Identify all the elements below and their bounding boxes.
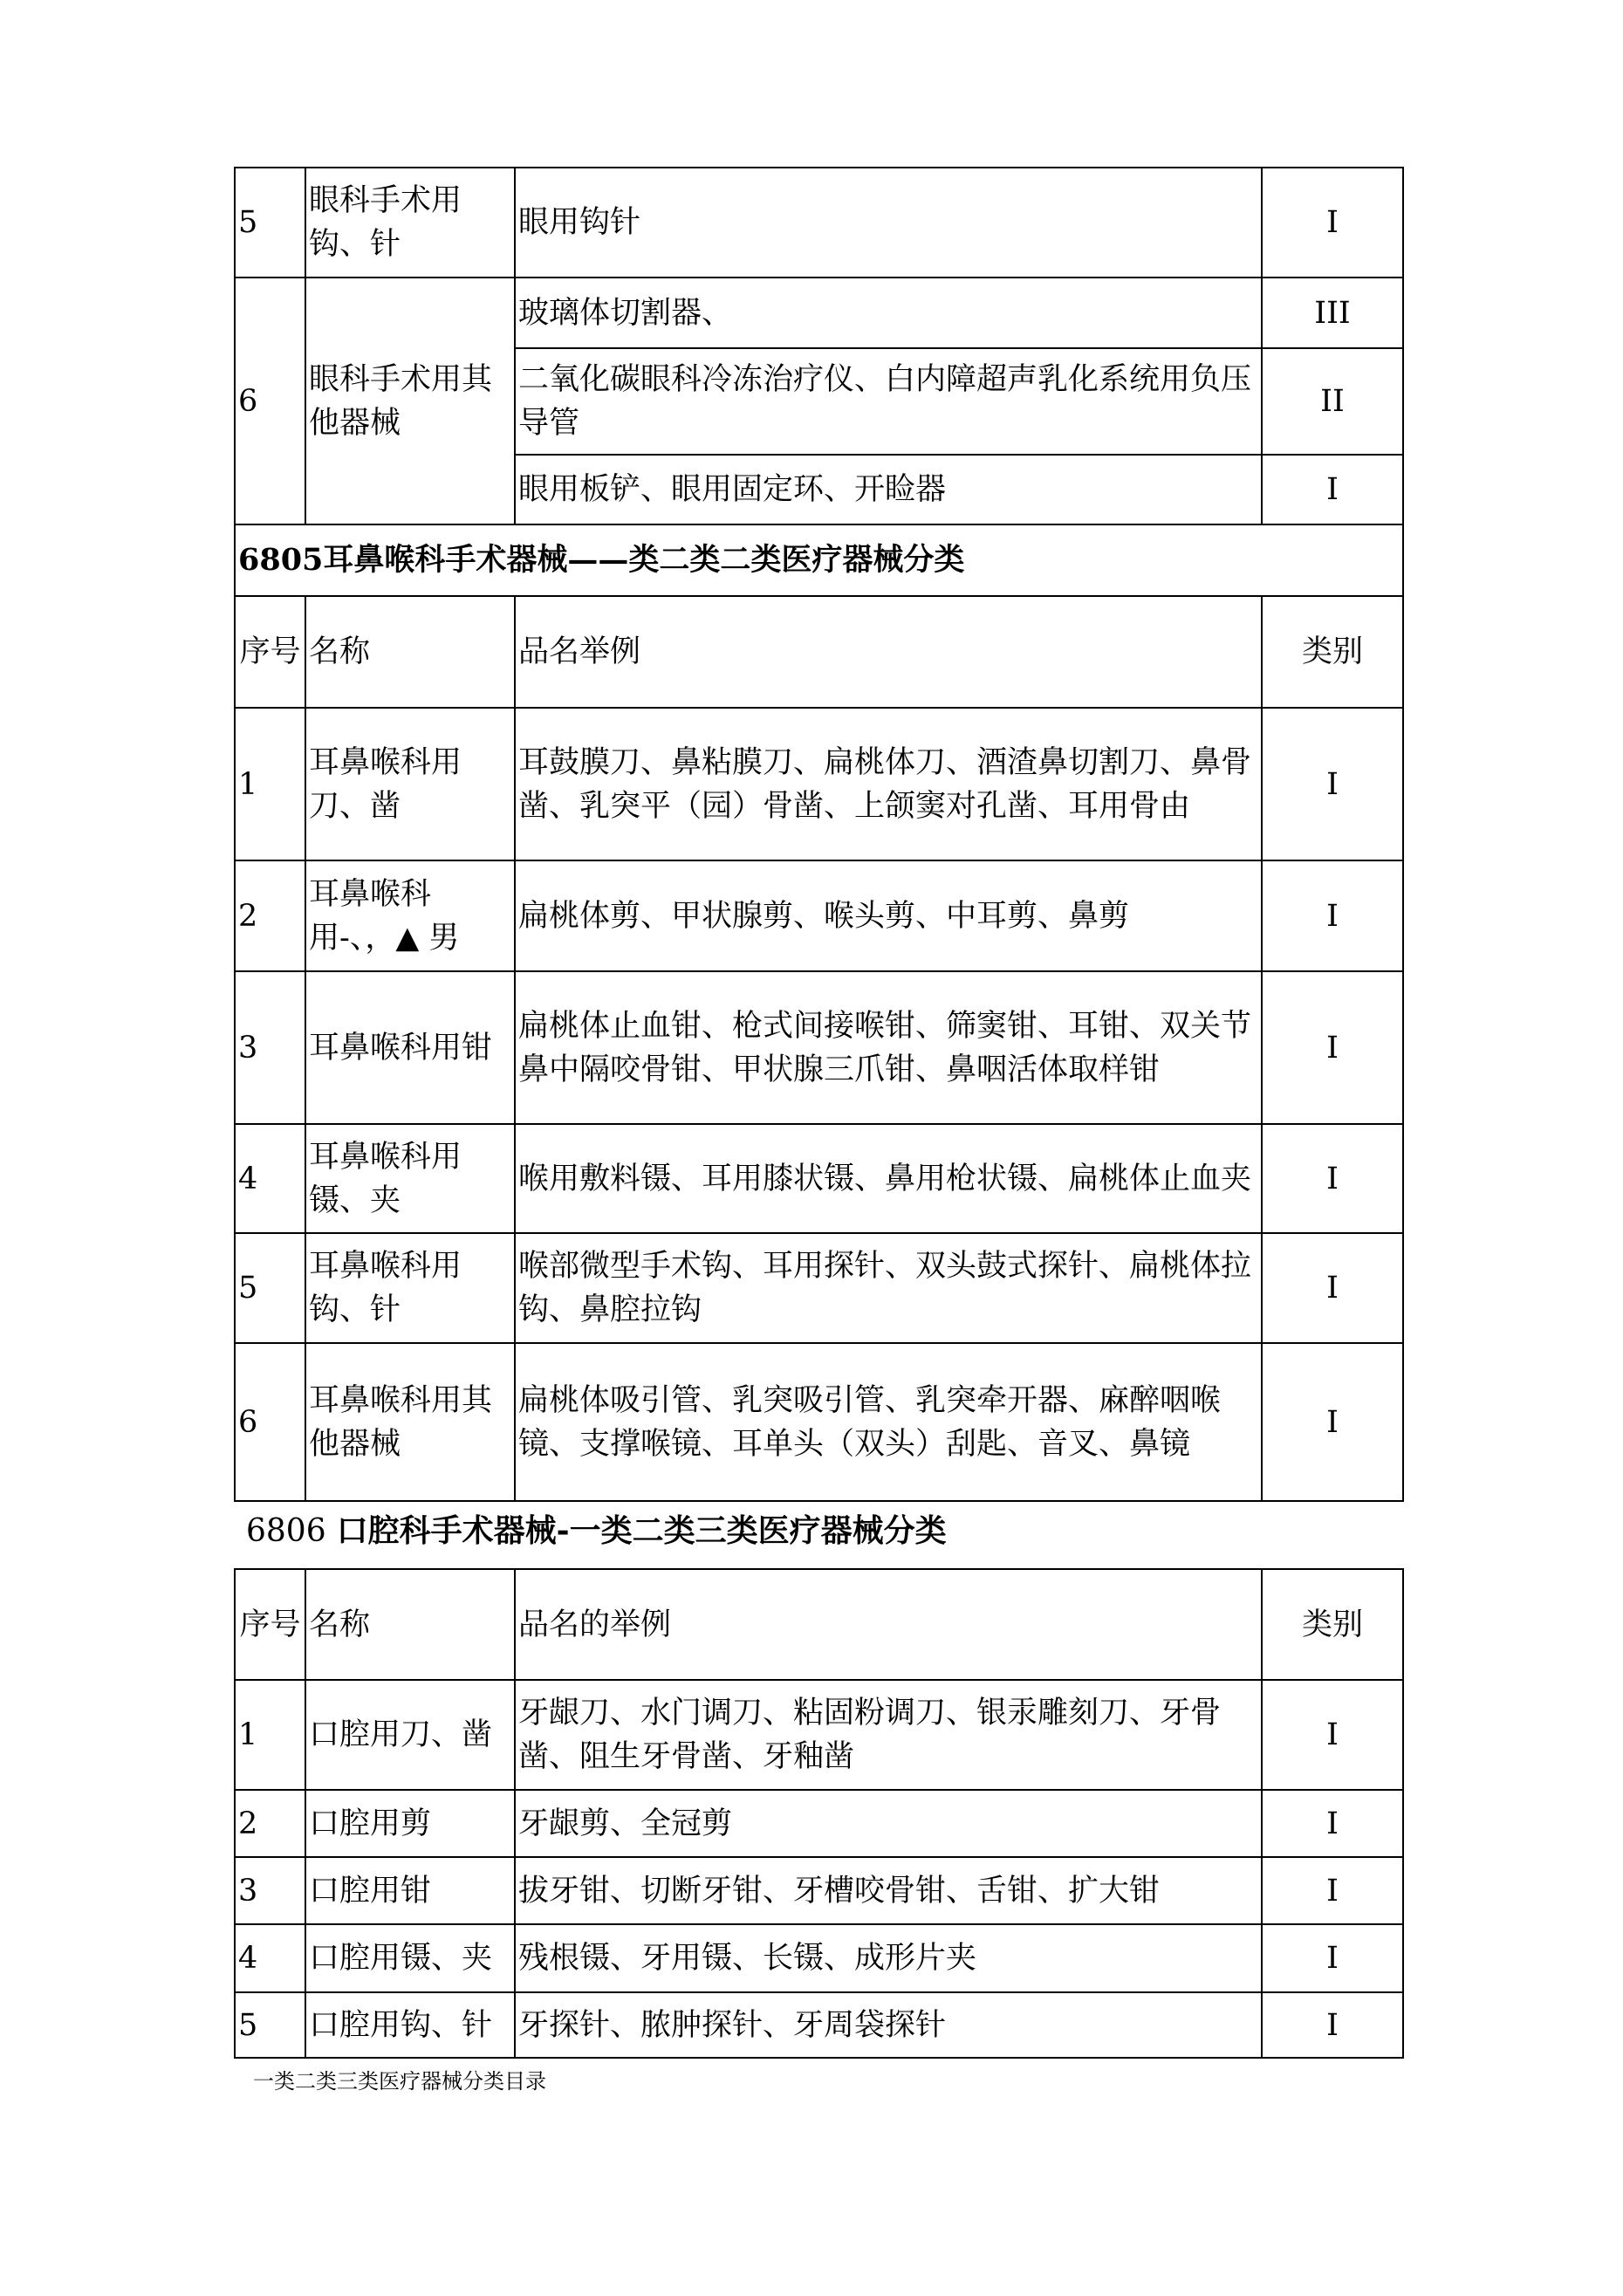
row-name: 眼科手术用其他器械 (305, 278, 515, 524)
row-class: I (1262, 1992, 1403, 2058)
row-name: 眼科手术用钩、针 (305, 168, 515, 278)
row-example: 耳鼓膜刀、鼻粘膜刀、扁桃体刀、酒渣鼻切割刀、鼻骨凿、乳突平（园）骨凿、上颌窦对孔凿、耳用骨由 (515, 708, 1262, 860)
page-footer: 一类二类三类医疗器械分类目录 (253, 2069, 546, 2094)
header-name: 名称 (305, 1569, 515, 1680)
row-example: 二氧化碳眼科冷冻治疗仪、白内障超声乳化系统用负压导管 (515, 348, 1262, 455)
row-example: 牙龈剪、全冠剪 (515, 1790, 1262, 1857)
table-row (235, 1680, 1403, 1790)
row-number: 5 (235, 168, 305, 278)
header-number: 序号 (235, 596, 305, 708)
row-name: 口腔用镊、夹 (305, 1924, 515, 1992)
row-number: 2 (235, 1790, 305, 1857)
section-title-row (235, 524, 1403, 596)
row-number: 3 (235, 971, 305, 1124)
row-name: 耳鼻喉科用钩、针 (305, 1233, 515, 1343)
row-name: 耳鼻喉科用其他器械 (305, 1343, 515, 1501)
row-class: I (1262, 1680, 1403, 1790)
header-number: 序号 (235, 1569, 305, 1680)
row-example: 喉用敷料镊、耳用膝状镊、鼻用枪状镊、扁桃体止血夹 (515, 1124, 1262, 1233)
classification-table-top (234, 167, 1404, 1502)
table-row (235, 278, 1403, 348)
row-number: 1 (235, 1680, 305, 1790)
header-example: 品名的举例 (515, 1569, 1262, 1680)
table-row (235, 860, 1403, 971)
row-class: I (1262, 1857, 1403, 1924)
table-row (235, 1124, 1403, 1233)
table-row (235, 1992, 1403, 2058)
section-title: 6805耳鼻喉科手术器械——类二类二类医疗器械分类 (235, 524, 1403, 596)
table-row (235, 168, 1403, 278)
row-number: 6 (235, 1343, 305, 1501)
row-class: I (1262, 168, 1403, 278)
section-title (246, 1509, 947, 1553)
row-example: 喉部微型手术钩、耳用探针、双头鼓式探针、扁桃体拉钩、鼻腔拉钩 (515, 1233, 1262, 1343)
table-row (235, 1857, 1403, 1924)
row-example: 牙龈刀、水门调刀、粘固粉调刀、银汞雕刻刀、牙骨凿、阻生牙骨凿、牙釉凿 (515, 1680, 1262, 1790)
row-number: 3 (235, 1857, 305, 1924)
table-row (235, 1790, 1403, 1857)
row-number: 1 (235, 708, 305, 860)
row-number: 5 (235, 1992, 305, 2058)
row-example: 眼用板铲、眼用固定环、开睑器 (515, 455, 1262, 524)
row-name: 耳鼻喉科用刀、凿 (305, 708, 515, 860)
row-name: 耳鼻喉科用-、，▲ 男 (305, 860, 515, 971)
row-number: 2 (235, 860, 305, 971)
row-class: I (1262, 860, 1403, 971)
row-class: I (1262, 1233, 1403, 1343)
table-row (235, 971, 1403, 1124)
section-code: 6806 (246, 1513, 326, 1549)
row-class: I (1262, 708, 1403, 860)
row-example: 扁桃体剪、甲状腺剪、喉头剪、中耳剪、鼻剪 (515, 860, 1262, 971)
table-row (235, 708, 1403, 860)
row-class: I (1262, 1790, 1403, 1857)
header-example: 品名举例 (515, 596, 1262, 708)
row-class: I (1262, 971, 1403, 1124)
row-name: 耳鼻喉科用钳 (305, 971, 515, 1124)
row-name: 口腔用剪 (305, 1790, 515, 1857)
header-name: 名称 (305, 596, 515, 708)
row-class: I (1262, 1924, 1403, 1992)
classification-table-bottom (234, 1568, 1404, 2059)
row-class: III (1262, 278, 1403, 348)
row-number: 4 (235, 1124, 305, 1233)
row-class: I (1262, 1124, 1403, 1233)
row-name: 口腔用钩、针 (305, 1992, 515, 2058)
row-class: II (1262, 348, 1403, 455)
row-name: 口腔用刀、凿 (305, 1680, 515, 1790)
row-number: 6 (235, 278, 305, 524)
row-example: 扁桃体止血钳、枪式间接喉钳、筛窦钳、耳钳、双关节鼻中隔咬骨钳、甲状腺三爪钳、鼻咽活体取样钳 (515, 971, 1262, 1124)
table-row (235, 1233, 1403, 1343)
row-name: 口腔用钳 (305, 1857, 515, 1924)
row-example: 玻璃体切割器、 (515, 278, 1262, 348)
header-class: 类别 (1262, 596, 1403, 708)
header-row (235, 1569, 1403, 1680)
table-row (235, 1343, 1403, 1501)
row-example: 牙探针、脓肿探针、牙周袋探针 (515, 1992, 1262, 2058)
row-number: 4 (235, 1924, 305, 1992)
header-row (235, 596, 1403, 708)
row-name: 耳鼻喉科用镊、夹 (305, 1124, 515, 1233)
row-example: 拔牙钳、切断牙钳、牙槽咬骨钳、舌钳、扩大钳 (515, 1857, 1262, 1924)
header-class: 类别 (1262, 1569, 1403, 1680)
row-example: 眼用钩针 (515, 168, 1262, 278)
row-number: 5 (235, 1233, 305, 1343)
row-class: I (1262, 455, 1403, 524)
row-example: 扁桃体吸引管、乳突吸引管、乳突牵开器、麻醉咽喉镜、支撑喉镜、耳单头（双头）刮匙、音叉、鼻镜 (515, 1343, 1262, 1501)
row-class: I (1262, 1343, 1403, 1501)
table-row (235, 1924, 1403, 1992)
section-title-text: 口腔科手术器械-一类二类三类医疗器械分类 (336, 1512, 947, 1549)
row-example: 残根镊、牙用镊、长镊、成形片夹 (515, 1924, 1262, 1992)
